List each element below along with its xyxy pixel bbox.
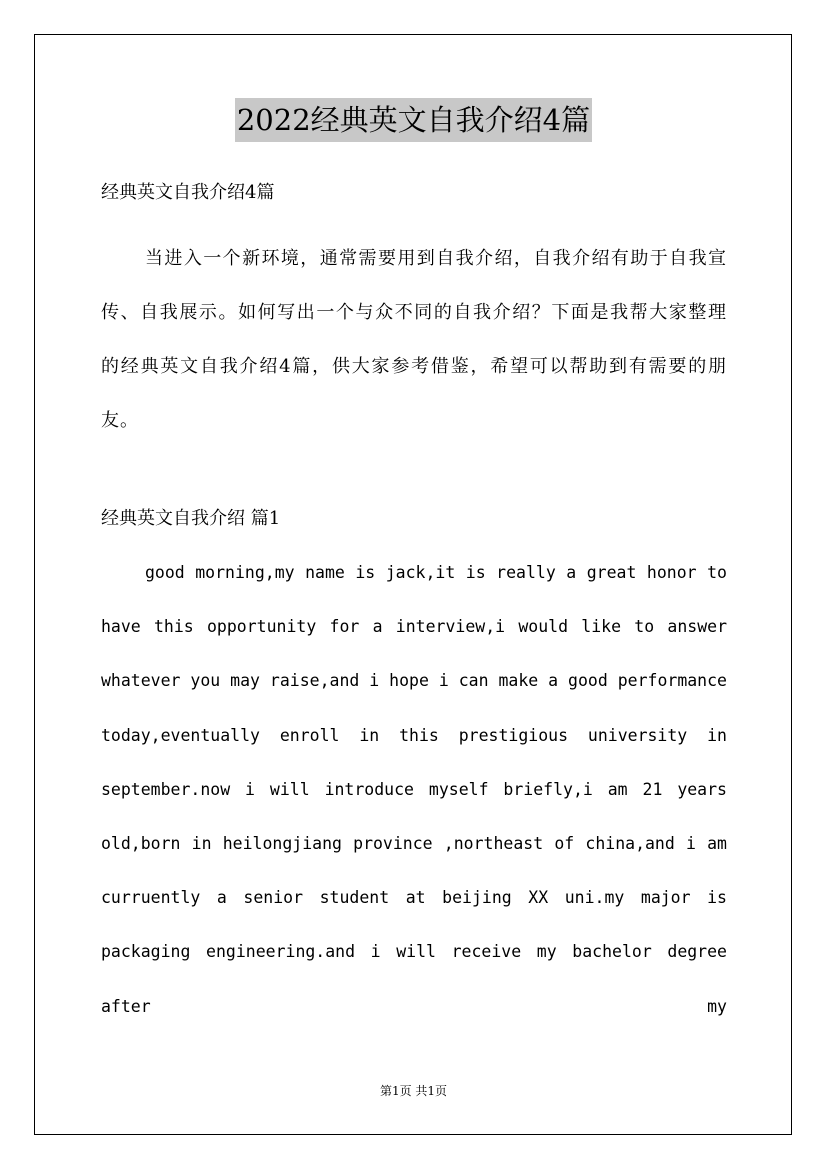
page-footer: 第1页 共1页 [379,1084,448,1098]
section-heading: 经典英文自我介绍 篇1 [101,508,281,529]
intro-paragraph: 当进入一个新环境，通常需要用到自我介绍，自我介绍有助于自我宣传、自我展示。如何写出一个与众不同的自我介绍？下面是我帮大家整理的经典英文自我介绍4篇，供大家参考借鉴，希望可以帮助到有需要的朋友。 [101,248,727,431]
document-subtitle: 经典英文自我介绍4篇 [101,182,275,203]
title-container [0,98,827,142]
section-body-paragraph: good morning,my name is jack,it is really a great honor to have this opportunity for a interview,i would like to answer whatever you may raise,and i hope i can make a good performance today,eventually enroll in this prestigious university in september.now i will introduce myself briefly,i am 21 years old,born in heilongjiang province ,northeast of china,and i am curruently a senior student at beijing XX uni.my major is packaging engineering.and i will receive my bachelor degree after my [101,563,727,1016]
document-title: 2022经典英文自我介绍4篇 [235,98,592,142]
